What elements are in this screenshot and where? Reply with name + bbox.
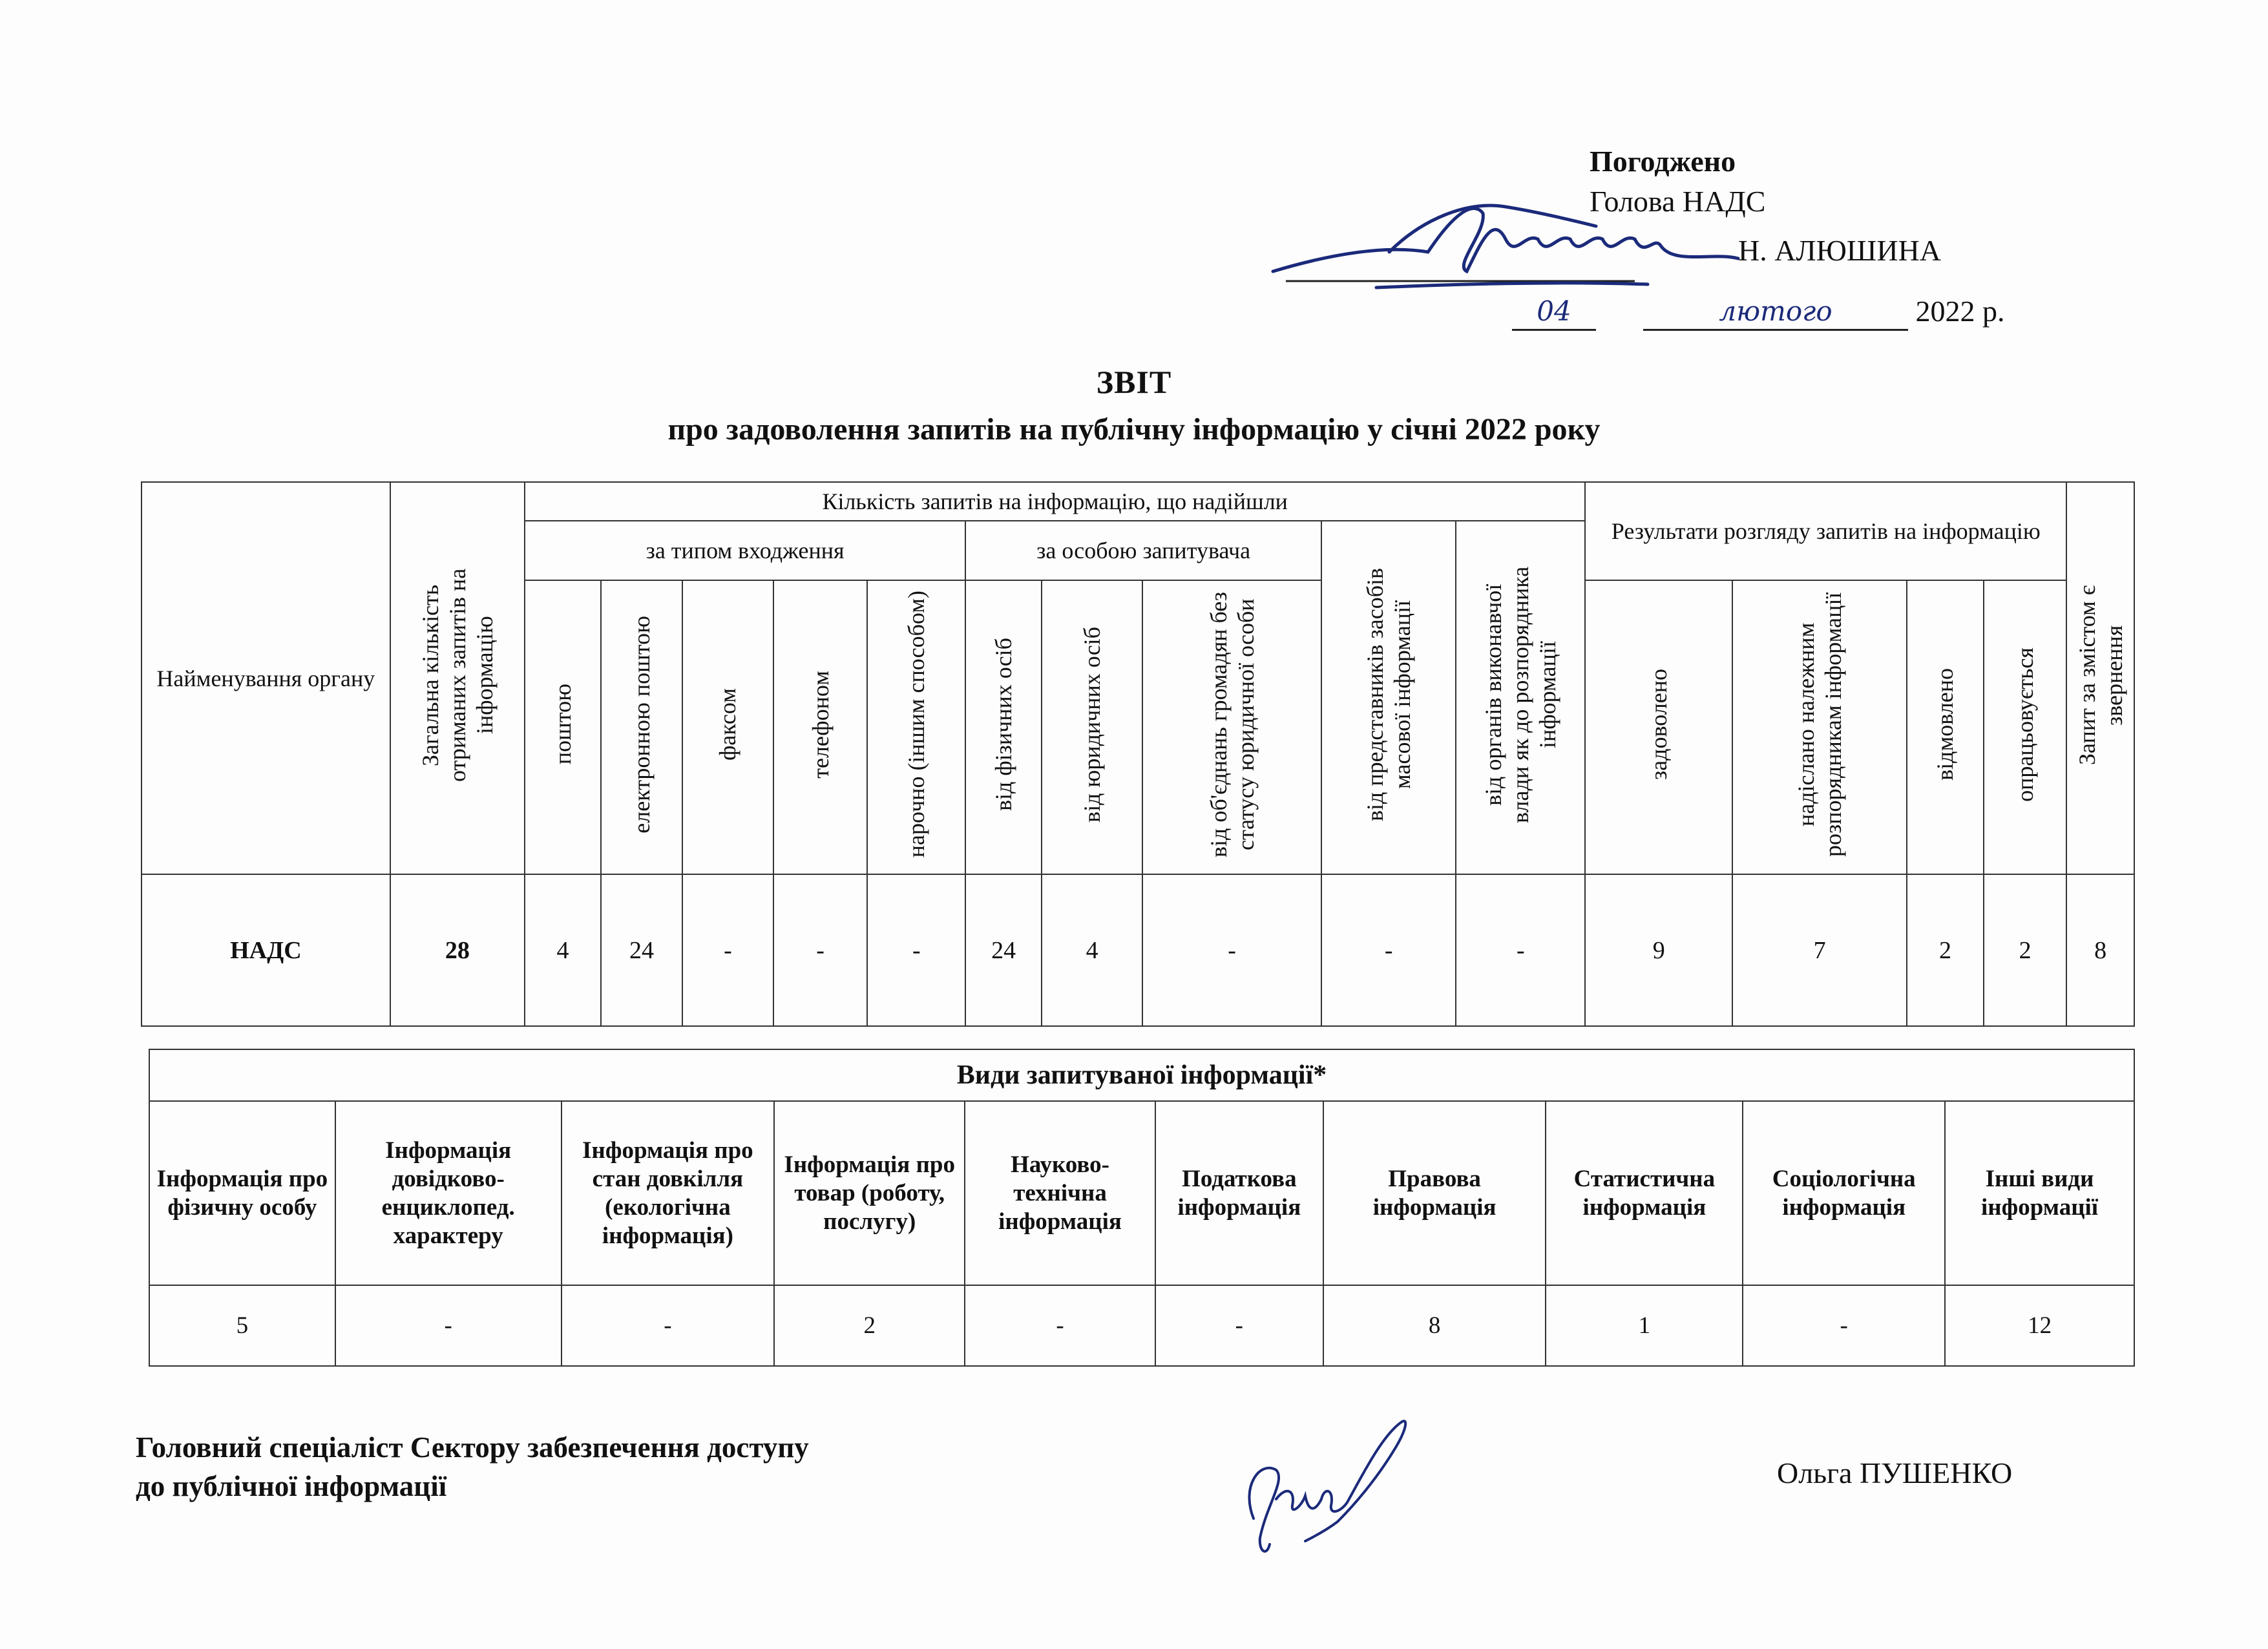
header-forwarded: надіслано належним розпорядникам інформації: [1732, 580, 1907, 874]
cell-in-progress: 2: [1984, 874, 2066, 1026]
cell-appeal: 8: [2066, 874, 2134, 1026]
types-value: 2: [774, 1285, 965, 1366]
cell-media: -: [1321, 874, 1456, 1026]
cell-legal-entities: 4: [1042, 874, 1142, 1026]
types-header: Соціологічна інформація: [1743, 1101, 1945, 1285]
cell-total: 28: [390, 874, 525, 1026]
header-in-progress: опрацьовується: [1984, 580, 2066, 874]
document-title: ЗВІТ: [1096, 364, 1172, 400]
types-header: Інформація про стан довкілля (екологічна інформація): [562, 1101, 775, 1285]
information-types-table: [149, 1049, 2135, 1367]
types-header: Правова інформація: [1323, 1101, 1546, 1285]
approver-position: Голова НАДС: [1590, 185, 1766, 218]
approver-name: Н. АЛЮШИНА: [1738, 234, 1941, 267]
header-individuals: від фізичних осіб: [965, 580, 1042, 874]
cell-forwarded: 7: [1732, 874, 1907, 1026]
cell-authorities: -: [1456, 874, 1585, 1026]
approval-title: Погоджено: [1590, 145, 1736, 178]
header-legal-entities: від юридичних осіб: [1042, 580, 1142, 874]
date-month: лютого: [1643, 295, 1908, 331]
types-value: 12: [1945, 1285, 2134, 1366]
cell-by-fax: -: [682, 874, 773, 1026]
header-authorities: від органів виконавчої влади як до розпорядника інформації: [1456, 521, 1585, 874]
types-header: Інші види інформації: [1945, 1101, 2134, 1285]
cell-individuals: 24: [965, 874, 1042, 1026]
footer-position-line1: Головний спеціаліст Сектору забезпечення доступу: [136, 1431, 809, 1464]
cell-refused: 2: [1907, 874, 1984, 1026]
types-value: -: [1155, 1285, 1323, 1366]
header-group-results: Результати розгляду запитів на інформацію: [1585, 482, 2066, 580]
signer-name: Ольга ПУШЕНКО: [1777, 1456, 2013, 1489]
types-value: -: [1743, 1285, 1945, 1366]
header-refused: відмовлено: [1907, 580, 1984, 874]
approver-signature-image: [1260, 174, 1764, 310]
table-row: [149, 1285, 2134, 1366]
types-header: Науково-технічна інформація: [965, 1101, 1155, 1285]
header-satisfied: задоволено: [1585, 580, 1732, 874]
types-header-row: [149, 1101, 2134, 1285]
date-year: 2022 р.: [1915, 295, 2005, 328]
header-appeal: Запит за змістом є звернення: [2066, 482, 2134, 874]
header-associations: від об'єднань громадян без статусу юридичної особи: [1142, 580, 1321, 874]
types-value: 1: [1546, 1285, 1743, 1366]
date-day: 04: [1512, 295, 1596, 331]
types-value: -: [335, 1285, 562, 1366]
header-media: від представників засобів масової інформації: [1321, 521, 1456, 874]
header-by-phone: телефоном: [773, 580, 868, 874]
footer-position-line2: до публічної інформації: [136, 1470, 447, 1502]
cell-by-post: 4: [525, 874, 601, 1026]
types-value: 5: [149, 1285, 335, 1366]
header-body-name: Найменування органу: [142, 482, 390, 874]
header-group-by-requester: за особою запитувача: [965, 521, 1321, 580]
cell-by-phone: -: [773, 874, 868, 1026]
types-header: Статистична інформація: [1546, 1101, 1743, 1285]
cell-body-name: НАДС: [142, 874, 390, 1026]
types-header: Інформація про товар (роботу, послугу): [774, 1101, 965, 1285]
types-value: -: [965, 1285, 1155, 1366]
types-header: Інформація про фізичну особу: [149, 1101, 335, 1285]
header-group-by-type: за типом входження: [525, 521, 965, 580]
document-title-block: [0, 362, 2268, 450]
cell-by-email: 24: [601, 874, 682, 1026]
header-group-received: Кількість запитів на інформацію, що надійшли: [525, 482, 1585, 521]
footer-position: [136, 1428, 809, 1506]
header-by-fax: факсом: [682, 580, 773, 874]
types-header: Податкова інформація: [1155, 1101, 1323, 1285]
header-by-post: поштою: [525, 580, 601, 874]
signer-signature-image: [1215, 1409, 1422, 1577]
types-value: 8: [1323, 1285, 1546, 1366]
cell-associations: -: [1142, 874, 1321, 1026]
cell-in-person: -: [867, 874, 965, 1026]
header-total: Загальна кількість отриманих запитів на інформацію: [390, 482, 525, 874]
document-subtitle: про задоволення запитів на публічну інформацію у січні 2022 року: [667, 412, 1601, 446]
cell-satisfied: 9: [1585, 874, 1732, 1026]
types-heading: Види запитуваної інформації*: [149, 1049, 2134, 1101]
header-by-email: електронною поштою: [601, 580, 682, 874]
table-row: [142, 874, 2134, 1026]
types-value: -: [562, 1285, 775, 1366]
header-in-person: нарочно (іншим способом): [867, 580, 965, 874]
requests-report-table: [141, 481, 2135, 1027]
types-header: Інформація довідково-енциклопед. характеру: [335, 1101, 562, 1285]
